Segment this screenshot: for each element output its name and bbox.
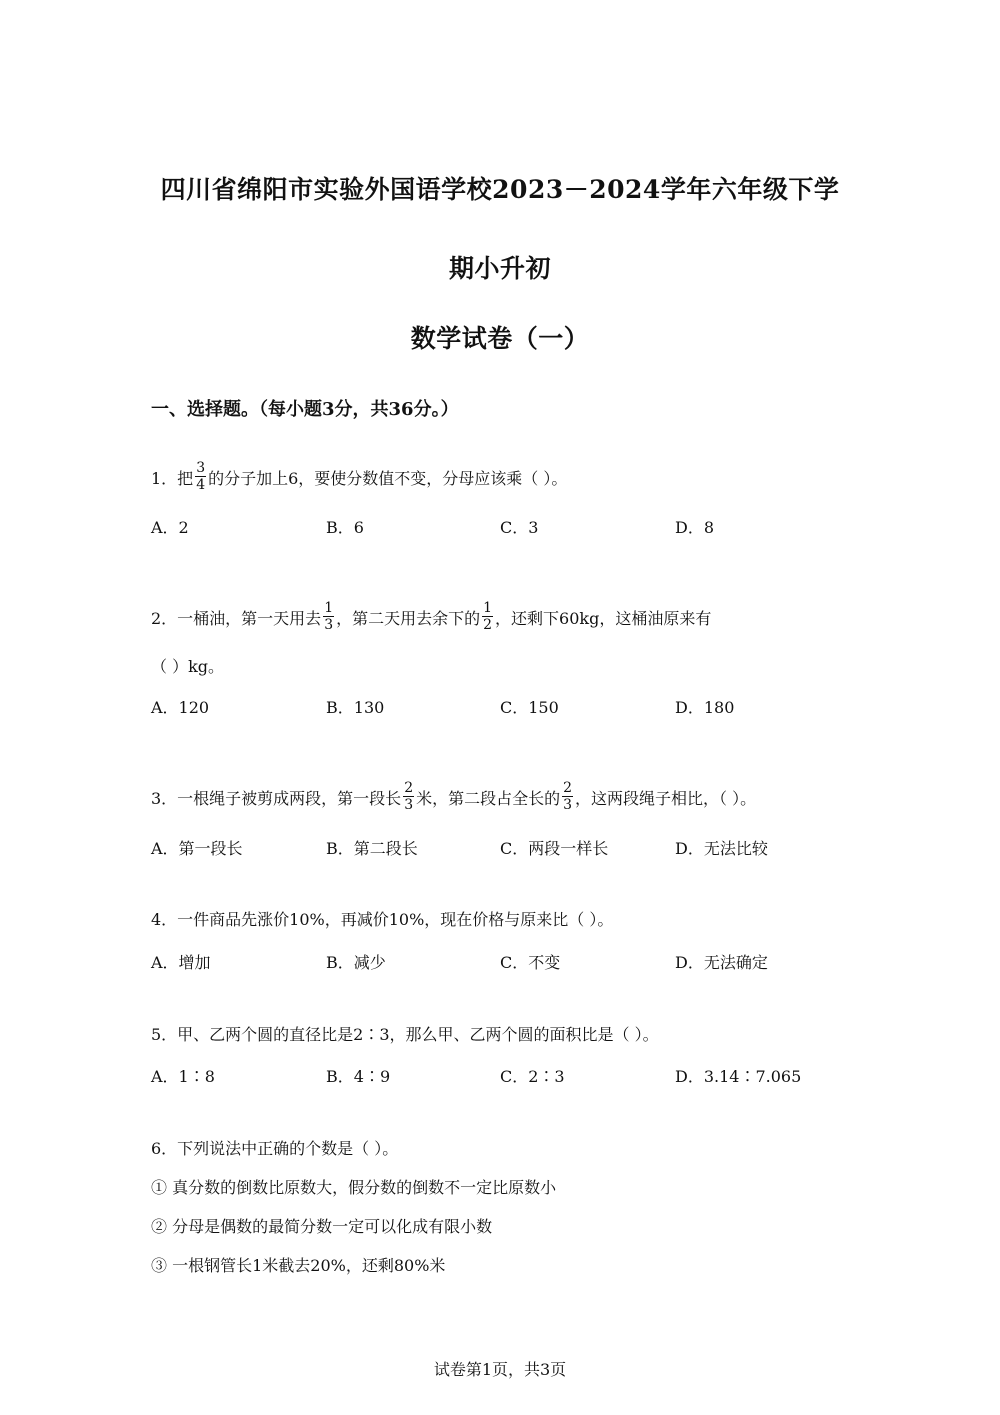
option-b: B．第二段长 — [326, 839, 418, 858]
option-b: B．减少 — [326, 953, 386, 972]
question-1 — [151, 460, 568, 496]
section-heading: 一、选择题。（每小题3分，共36分。） — [151, 399, 459, 420]
question-6: 6．下列说法中正确的个数是（ ）。 — [151, 1139, 399, 1158]
option-a: A．第一段长 — [151, 839, 243, 858]
fraction-numerator: 1 — [324, 600, 334, 616]
statement-1: ① 真分数的倒数比原数大，假分数的倒数不一定比原数小 — [151, 1178, 557, 1197]
question-text: ，这两段绳子相比，（ ）。 — [575, 789, 757, 808]
fraction-numerator: 2 — [563, 780, 573, 796]
option-b: B．130 — [326, 698, 385, 717]
fraction — [403, 780, 414, 813]
option-c: C．150 — [500, 698, 559, 717]
question-4: 4．一件商品先涨价10%，再减价10%，现在价格与原来比（ ）。 — [151, 910, 614, 929]
option-a: A．1∶8 — [151, 1067, 215, 1086]
statement-3: ③ 一根钢管长1米截去20%，还剩80%米 — [151, 1256, 446, 1275]
question-3 — [151, 780, 757, 816]
fraction — [562, 780, 573, 813]
fraction-denominator: 3 — [563, 797, 573, 813]
question-text: 1．把 — [151, 469, 194, 488]
document-title-line-1: 四川省绵阳市实验外国语学校2023－2024学年六年级下学 — [160, 175, 840, 204]
question-text: ，还剩下60kg，这桶油原来有 — [495, 609, 712, 628]
fraction-numerator: 1 — [483, 600, 493, 616]
document-subtitle: 数学试卷（一） — [410, 324, 590, 353]
option-d: D．无法确定 — [675, 953, 768, 972]
fraction-denominator: 3 — [324, 617, 334, 633]
question-text: 3．一根绳子被剪成两段，第一段长 — [151, 789, 402, 808]
question-text: 米，第二段占全长的 — [416, 789, 561, 808]
fraction-denominator: 4 — [196, 477, 206, 493]
option-c: C．2∶3 — [500, 1067, 565, 1086]
fraction-denominator: 3 — [404, 797, 414, 813]
option-d: D．180 — [675, 698, 735, 717]
document-title-line-2: 期小升初 — [448, 254, 551, 283]
option-c: C．不变 — [500, 953, 561, 972]
question-text: ，第二天用去余下的 — [336, 609, 481, 628]
statement-2: ② 分母是偶数的最简分数一定可以化成有限小数 — [151, 1217, 493, 1236]
option-b: B．6 — [326, 518, 364, 537]
option-a: A．2 — [151, 518, 189, 537]
fraction — [323, 600, 334, 633]
option-b: B．4∶9 — [326, 1067, 391, 1086]
question-text: 的分子加上6，要使分数值不变，分母应该乘（ ）。 — [208, 469, 568, 488]
option-a: A．增加 — [151, 953, 211, 972]
option-c: C．3 — [500, 518, 539, 537]
question-text: 2．一桶油，第一天用去 — [151, 609, 322, 628]
fraction — [482, 600, 493, 633]
option-d: D．8 — [675, 518, 715, 537]
option-c: C．两段一样长 — [500, 839, 609, 858]
page-footer: 试卷第1页，共3页 — [433, 1360, 567, 1379]
option-a: A．120 — [151, 698, 210, 717]
question-2-continued: （ ）kg。 — [151, 657, 225, 676]
fraction-denominator: 2 — [483, 617, 493, 633]
fraction — [195, 460, 206, 493]
option-d: D．无法比较 — [675, 839, 768, 858]
option-d: D．3.14∶7.065 — [675, 1067, 802, 1086]
question-2 — [151, 600, 712, 636]
question-5: 5．甲、乙两个圆的直径比是2∶3，那么甲、乙两个圆的面积比是（ ）。 — [151, 1025, 659, 1044]
fraction-numerator: 3 — [196, 460, 206, 476]
fraction-numerator: 2 — [404, 780, 414, 796]
